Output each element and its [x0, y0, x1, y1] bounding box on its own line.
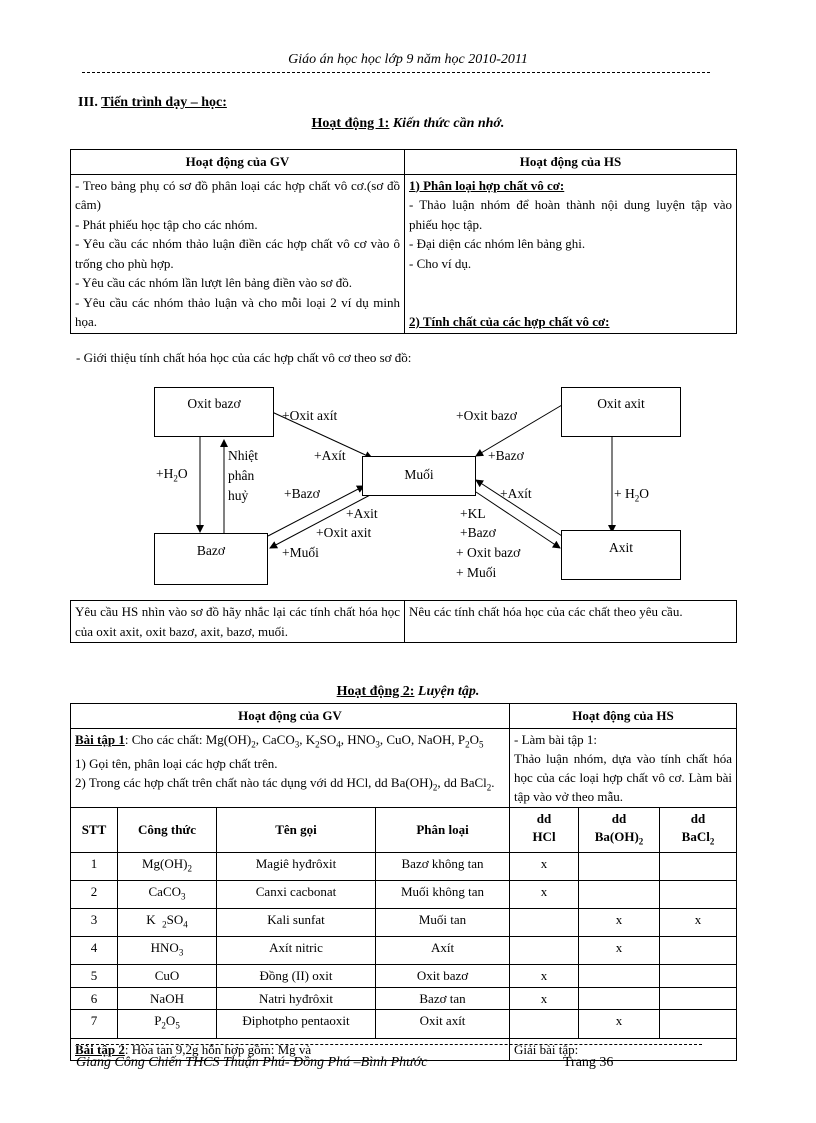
activity-2-title: Luyện tập.	[417, 684, 480, 699]
exercise-1-q2: 2) Trong các hợp chất trên chất nào tác dụng với dd HCl, dd $Ba(OH)_2$, dd BaCl$_2$.	[75, 775, 495, 793]
gv-line: - Treo bảng phụ có sơ đồ phân loại các hợp chất vô cơ.(sơ đồ câm)	[75, 177, 400, 212]
table-row: 2 CaCO$_3$ Canxi cacbonat Muối không tan x	[71, 881, 737, 909]
hs-line: - Thảo luận nhóm để hoàn thành nội dung luyện tập vào phiếu học tập.	[409, 197, 732, 232]
table-row: 1 $Mg(OH)_2$ Magiê hyđrôxit Bazơ không tan x	[71, 853, 737, 881]
page-number: Trang 36	[563, 1055, 614, 1070]
formula-cell: $HNO_3$	[118, 937, 217, 965]
label-bazo-r: +Bazơ	[460, 525, 496, 540]
node-bazo: Bazơ	[154, 533, 268, 585]
section-title-text: Tiến trình dạy – học:	[101, 95, 227, 110]
table-row: 6 NaOH Natri hyđrôxit Bazơ tan x	[71, 987, 737, 1010]
label-phan: phân	[228, 468, 255, 483]
gv-line: - Yêu cầu các nhóm lần lượt lên bảng điền vào sơ đồ.	[75, 275, 352, 290]
col-hs-header: Hoạt động của HS	[405, 150, 737, 175]
th-dd-bacl2: dd BaCl$_2$	[660, 807, 737, 853]
col-gv-header-2: Hoạt động của GV	[71, 704, 510, 729]
table-row: 3 K $_2SO_4$ Kali sunfat Muối tan x x	[71, 909, 737, 937]
hs-line: - Cho ví dụ.	[409, 255, 472, 271]
review-table	[70, 600, 737, 643]
label-oxit-axit-low: +Oxit axit	[316, 525, 372, 540]
formula-cell: $P_2O_5$	[118, 1010, 217, 1038]
label-muoi-left: +Muối	[282, 545, 319, 560]
hs-line: - Đại diện các nhóm lên bảng ghi.	[409, 236, 586, 251]
exercise-1-q1: 1) Gọi tên, phân loại các hợp chất trên.	[75, 756, 278, 772]
hs-heading-2: 2) Tính chất của các hợp chất vô cơ:	[409, 314, 610, 329]
th-ten-goi: Tên gọi	[217, 807, 376, 853]
node-axit: Axit	[561, 530, 681, 580]
th-stt: STT	[71, 807, 118, 853]
review-gv: Yêu cầu HS nhìn vào sơ đồ hãy nhắc lại các tính chất hóa học của oxit axit, oxit bazơ, axit, bazơ, muối.	[71, 601, 405, 643]
formula-cell: NaOH	[118, 987, 217, 1010]
formula-cell: $Mg(OH)_2$	[118, 853, 217, 881]
label-bazo-top: +Bazơ	[488, 448, 524, 463]
label-axit-right: +Axít	[500, 486, 532, 501]
page-header: Giáo án học học lớp 9 năm học 2010-2011	[288, 52, 528, 67]
intro-line: - Giới thiệu tính chất hóa học của các hợp chất vô cơ theo sơ đồ:	[76, 350, 412, 365]
exercise-1-hs-line: - Làm bài tập 1:	[514, 731, 598, 747]
exercise-1-gv: Bài tập 1: Cho các chất: $Mg(OH)_2$, CaCO$_3$, $K_2SO_4$, $HNO_3$, CuO, NaOH, $P_2O_5$ 1) Gọi tên, phân loại các hợp chất trên. 2) Trong các hợp chất trên chất nào tác dụng với dd HCl, dd $Ba(OH)_2$, dd BaCl$_2$.	[71, 728, 510, 807]
formula-cell: K $_2SO_4$	[118, 909, 217, 937]
exercise-2-gv: Bài tập 2: Hòa tan 9,2g hỗn hợp gồm: Mg và	[71, 1038, 510, 1061]
th-dd-hcl: dd HCl	[510, 807, 579, 853]
activity-1-title: Kiến thức cần nhớ.	[392, 116, 505, 131]
label-muoi-r: + Muối	[456, 565, 497, 580]
formula-cell: CaCO$_3$	[118, 881, 217, 909]
gv-line: - Yêu cầu các nhóm thảo luận và cho mỗi loại 2 ví dụ minh họa.	[75, 294, 400, 329]
label-kl: +KL	[460, 506, 486, 521]
node-muoi: Muối	[362, 456, 476, 496]
label-huy: huỷ	[228, 488, 249, 503]
col-hs-header-2: Hoạt động của HS	[510, 704, 737, 729]
exercise-1-hs-text: Thảo luận nhóm, dựa vào tính chất hóa học của các loại hợp chất vô cơ. Làm bài tập vào vở theo mẫu.	[514, 750, 732, 804]
th-cong-thuc: Công thức	[118, 807, 217, 853]
exercise-2-hs: Giải bài tập:	[510, 1038, 737, 1061]
label-bazo-mid: +Bazơ	[284, 486, 320, 501]
footer-author: Giang Công Chiến THCS Thuận Phú- Đồng Phú –Bình Phước	[76, 1055, 428, 1070]
th-dd-baoh2: dd $Ba(OH)_2$	[579, 807, 660, 853]
gv-line: - Yêu cầu các nhóm thảo luận điền các hợp chất vô cơ vào ô trống cho phù hợp.	[75, 236, 400, 271]
section-title: III. Tiến trình dạy – học:	[78, 95, 227, 110]
label-oxit-bazo: +Oxit bazơ	[456, 408, 517, 423]
hs-heading-1: 1) Phân loại hợp chất vô cơ:	[409, 177, 565, 193]
label-axit-top: +Axít	[314, 448, 346, 463]
node-oxit-axit: Oxit axit	[561, 387, 681, 437]
label-oxit-bazo-r: + Oxit bazơ	[456, 545, 521, 560]
th-phan-loai: Phân loại	[376, 807, 510, 853]
activity-2-table	[70, 703, 737, 1061]
exercise-1-hs	[510, 728, 737, 807]
label-axit-low: +Axit	[346, 506, 378, 521]
footer-divider	[76, 1044, 702, 1045]
gv-line: - Phát phiếu học tập cho các nhóm.	[75, 216, 258, 232]
table-row: 7 $P_2O_5$ Điphotpho pentaoxit Oxit axít x	[71, 1010, 737, 1038]
label-h2o-left: $+H_2O$	[156, 466, 188, 484]
label-oxit-axit: +Oxit axít	[282, 408, 338, 423]
exercise-2-label: Bài tập 2	[75, 1041, 125, 1057]
table-row: 5 CuO Đồng (II) oxit Oxit bazơ x	[71, 965, 737, 988]
label-h2o-right: + $H_2O$	[614, 486, 649, 504]
review-hs: Nêu các tính chất hóa học của các chất theo yêu cầu.	[405, 601, 737, 643]
formula-cell: CuO	[118, 965, 217, 988]
node-oxit-bazo: Oxit bazơ	[154, 387, 274, 437]
table-row: 4 $HNO_3$ Axít nitric Axít x	[71, 937, 737, 965]
col-gv-header: Hoạt động của GV	[71, 150, 405, 175]
activity-2-heading: Hoạt động 2: Luyện tập.	[336, 684, 480, 699]
activity-1-heading: Hoạt động 1: Kiến thức cần nhớ.	[311, 116, 505, 131]
exercise-1-label: Bài tập 1	[75, 731, 125, 747]
label-nhiet: Nhiệt	[228, 448, 258, 463]
